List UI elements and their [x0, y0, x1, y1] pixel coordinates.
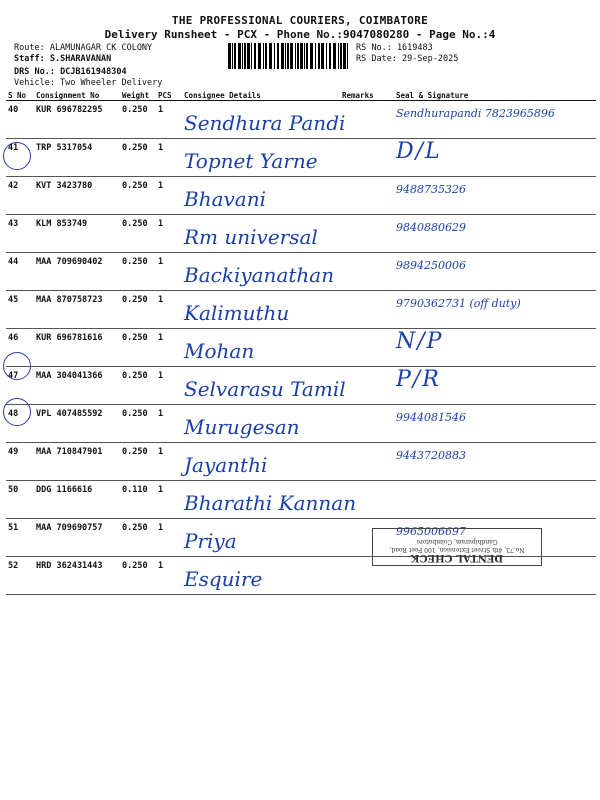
barcode-bar [321, 43, 324, 69]
seal-signature [394, 481, 596, 519]
barcode-bar [232, 43, 233, 69]
barcode-bar [265, 43, 267, 69]
barcode-bar [326, 43, 327, 69]
barcode-bar [254, 43, 256, 69]
consignee-signature: Esquire [182, 557, 340, 595]
pcs-cell: 1 [156, 215, 182, 253]
weight-cell: 0.250 [120, 405, 156, 443]
barcode-bar [251, 43, 252, 69]
remarks-cell [340, 177, 394, 215]
consignee-signature: Priya [182, 519, 340, 557]
table-row [6, 215, 596, 253]
remarks-cell [340, 291, 394, 329]
company-name: THE PROFESSIONAL COURIERS, COIMBATORE [171, 14, 429, 27]
consignee-signature: Backiyanathan [182, 253, 340, 291]
remarks-cell [340, 139, 394, 177]
weight-cell: 0.250 [120, 519, 156, 557]
barcode-bar [269, 43, 272, 69]
seal-signature: D/L [394, 139, 596, 177]
drs-label: DRS No.: [14, 67, 55, 77]
consignee-signature: Bhavani [182, 177, 340, 215]
pcs-cell: 1 [156, 405, 182, 443]
barcode-bar [343, 43, 346, 69]
table-row [6, 367, 596, 405]
barcode-bar [347, 43, 348, 69]
seal-signature: 9894250006 [394, 253, 596, 291]
pcs-cell: 1 [156, 139, 182, 177]
consignee-signature: Jayanthi [182, 443, 340, 481]
remarks-cell [340, 443, 394, 481]
barcode-bar [310, 43, 313, 69]
table-header-row [6, 90, 596, 101]
sno-cell: 46 [6, 329, 34, 367]
sno-cell: 45 [6, 291, 34, 329]
seal-signature: Sendhurapandi 7823965896 [394, 101, 596, 139]
weight-cell: 0.250 [120, 215, 156, 253]
pcs-cell: 1 [156, 177, 182, 215]
consignment-cell: MAA 709690402 [34, 253, 120, 291]
table-row [6, 329, 596, 367]
consignee-signature: Sendhura Pandi [182, 101, 340, 139]
pcs-cell: 1 [156, 329, 182, 367]
consignee-signature: Mohan [182, 329, 340, 367]
barcode-bar [304, 43, 305, 69]
barcode-bar [244, 43, 246, 69]
col-consignment: Consignment No [34, 90, 120, 101]
seal-signature: 9790362731 (off duty) [394, 291, 596, 329]
barcode-bar [290, 43, 293, 69]
remarks-cell [340, 405, 394, 443]
table-row [6, 481, 596, 519]
weight-cell: 0.250 [120, 443, 156, 481]
sno-cell: 44 [6, 253, 34, 291]
barcode-bar [263, 43, 264, 69]
drs-line [14, 67, 127, 78]
barcode-bar [285, 43, 286, 69]
table-row [6, 405, 596, 443]
row-marker-circle [3, 398, 31, 426]
stamp-line: Gandhipuram, Coimbatore [416, 538, 498, 545]
barcode-bar [306, 43, 308, 69]
barcode-icon [228, 43, 352, 69]
barcode-bar [315, 43, 316, 69]
table-row [6, 177, 596, 215]
dental-check-stamp [372, 528, 542, 566]
consignee-signature: Topnet Yarne [182, 139, 340, 177]
sno-cell: 47 [6, 367, 34, 405]
col-weight: Weight [120, 90, 156, 101]
consignment-cell: TRP 5317054 [34, 139, 120, 177]
weight-cell: 0.250 [120, 177, 156, 215]
seal-signature: 9965006697 [394, 519, 596, 557]
weight-cell: 0.250 [120, 101, 156, 139]
runsheet-table [6, 90, 596, 595]
sno-cell: 51 [6, 519, 34, 557]
consignment-cell: MAA 870758723 [34, 291, 120, 329]
weight-cell: 0.250 [120, 253, 156, 291]
barcode-bar [234, 43, 236, 69]
weight-cell: 0.110 [120, 481, 156, 519]
barcode-bar [340, 43, 342, 69]
barcode-bar [258, 43, 261, 69]
seal-signature: 9443720883 [394, 443, 596, 481]
rs-date: RS Date: 29-Sep-2025 [356, 54, 459, 64]
consignee-signature: Rm universal [182, 215, 340, 253]
sno-cell: 43 [6, 215, 34, 253]
col-seal: Seal & Signature [394, 90, 596, 101]
stamp-line: No.73, 4th Street Extension, 100 Feet Road, [389, 546, 525, 553]
pcs-cell: 1 [156, 443, 182, 481]
remarks-cell [340, 215, 394, 253]
consignment-cell: KVT 3423780 [34, 177, 120, 215]
sno-cell: 48 [6, 405, 34, 443]
staff-label: Staff: [14, 54, 45, 64]
col-consignee: Consignee Details [182, 90, 340, 101]
barcode-bar [228, 43, 231, 69]
staff-line [14, 54, 111, 65]
sno-cell: 52 [6, 557, 34, 595]
pcs-cell: 1 [156, 367, 182, 405]
pcs-cell: 1 [156, 519, 182, 557]
consignment-cell: KUR 696782295 [34, 101, 120, 139]
pcs-cell: 1 [156, 253, 182, 291]
consignment-cell: MAA 710847901 [34, 443, 120, 481]
table-row [6, 101, 596, 139]
weight-cell: 0.250 [120, 291, 156, 329]
pcs-cell: 1 [156, 101, 182, 139]
pcs-cell: 1 [156, 291, 182, 329]
barcode-bar [242, 43, 243, 69]
barcode-bar [318, 43, 320, 69]
row-marker-circle [3, 142, 31, 170]
consignment-cell: MAA 304041366 [34, 367, 120, 405]
seal-signature: 9488735326 [394, 177, 596, 215]
sno-cell: 40 [6, 101, 34, 139]
barcode-bar [329, 43, 331, 69]
seal-signature: 9944081546 [394, 405, 596, 443]
barcode-bar [281, 43, 284, 69]
barcode-bar [338, 43, 339, 69]
rs-number: RS No.: 1619483 [356, 43, 433, 53]
seal-signature: N/P [394, 329, 596, 367]
barcode-bar [287, 43, 289, 69]
col-remarks: Remarks [340, 90, 394, 101]
route-label: Route: ALAMUNAGAR CK COLONY [14, 43, 153, 53]
remarks-cell [340, 329, 394, 367]
remarks-cell [340, 253, 394, 291]
consignment-cell: VPL 407485592 [34, 405, 120, 443]
col-sno: S No [6, 90, 34, 101]
barcode-bar [300, 43, 303, 69]
barcode-bar [277, 43, 279, 69]
consignment-cell: KLM 853749 [34, 215, 120, 253]
consignment-cell: HRD 362431443 [34, 557, 120, 595]
consignment-cell: MAA 709690757 [34, 519, 120, 557]
drs-number: DCJB161948304 [60, 67, 127, 77]
seal-signature: P/R [394, 367, 596, 405]
consignee-signature: Murugesan [182, 405, 340, 443]
runsheet-title: Delivery Runsheet - PCX - Phone No.:9047080280 - Page No.:4 [104, 28, 496, 41]
remarks-cell [340, 101, 394, 139]
seal-signature: 9840880629 [394, 215, 596, 253]
consignee-signature: Kalimuthu [182, 291, 340, 329]
row-marker-circle [3, 352, 31, 380]
stamp-title: DENTAL CHECK [410, 552, 504, 563]
sno-cell: 41 [6, 139, 34, 177]
consignment-cell: KUR 696781616 [34, 329, 120, 367]
staff-name: S.SHARAVANAN [49, 54, 112, 64]
barcode-bar [238, 43, 241, 69]
barcode-bar [274, 43, 275, 69]
table-row [6, 443, 596, 481]
sno-cell: 42 [6, 177, 34, 215]
sno-cell: 49 [6, 443, 34, 481]
weight-cell: 0.250 [120, 557, 156, 595]
weight-cell: 0.250 [120, 367, 156, 405]
consignee-signature: Bharathi Kannan [182, 481, 340, 519]
sno-cell: 50 [6, 481, 34, 519]
pcs-cell: 1 [156, 557, 182, 595]
table-row [6, 139, 596, 177]
vehicle-label: Vehicle: Two Wheeler Delivery [14, 78, 163, 88]
barcode-bar [295, 43, 296, 69]
barcode-bar [247, 43, 250, 69]
table-row [6, 253, 596, 291]
weight-cell: 0.250 [120, 329, 156, 367]
weight-cell: 0.250 [120, 139, 156, 177]
remarks-cell [340, 367, 394, 405]
consignment-cell: DDG 1166616 [34, 481, 120, 519]
barcode-bar [297, 43, 299, 69]
table-row [6, 291, 596, 329]
pcs-cell: 1 [156, 481, 182, 519]
consignee-signature: Selvarasu Tamil [182, 367, 340, 405]
col-pcs: PCS [156, 90, 182, 101]
barcode-bar [333, 43, 336, 69]
